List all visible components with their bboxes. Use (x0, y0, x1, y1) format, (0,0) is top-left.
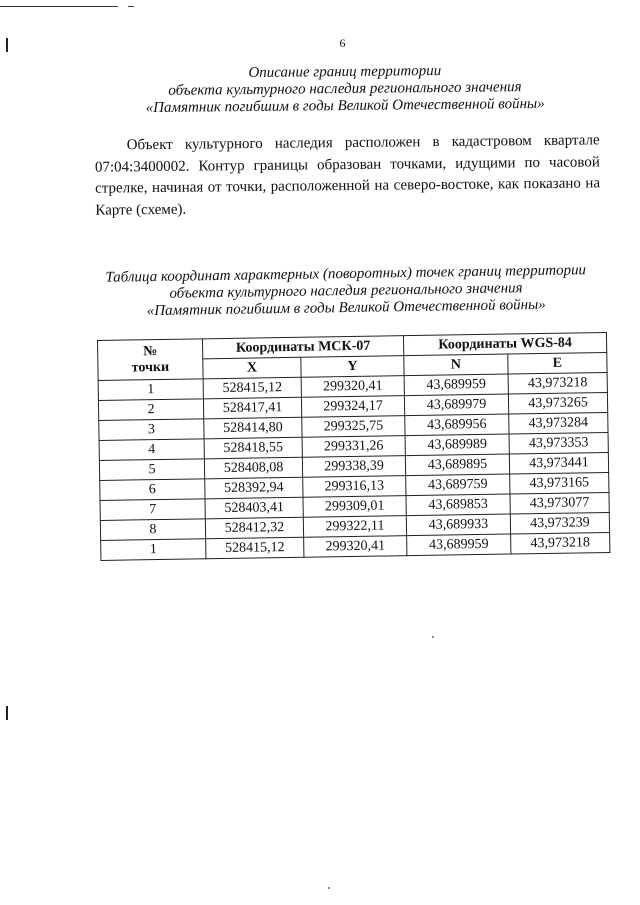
cell-point: 4 (99, 439, 204, 461)
cell-x: 528412,32 (205, 517, 303, 539)
cell-n: 43,689959 (404, 374, 508, 396)
cell-x: 528392,94 (205, 477, 303, 499)
header-x: X (203, 357, 301, 379)
cell-n: 43,689853 (406, 494, 510, 516)
cell-n: 43,689979 (404, 394, 508, 416)
document-title (95, 61, 596, 117)
cell-e: 43,973218 (511, 532, 610, 554)
cell-n: 43,689959 (407, 534, 511, 556)
cell-point: 7 (100, 499, 205, 521)
cell-point: 5 (99, 459, 204, 481)
table-caption-line-1: Таблица координат характерных (поворотных) точек границ территории (105, 262, 587, 286)
cell-y: 299322,11 (303, 516, 406, 538)
header-point-number: № точки (98, 339, 204, 381)
table-caption-line-2: объекта культурного наследия регионального значения (169, 280, 523, 302)
cell-y: 299320,41 (304, 536, 407, 558)
scan-edge-dash (128, 6, 134, 7)
title-line-2: объекта культурного наследия регионального значения (168, 79, 522, 99)
cell-x: 528403,41 (205, 497, 303, 519)
cell-e: 43,973077 (510, 492, 609, 514)
cell-x: 528414,80 (204, 417, 302, 439)
cell-point: 2 (98, 399, 203, 421)
cell-point: 3 (99, 419, 204, 441)
cell-e: 43,973165 (510, 472, 609, 494)
table-caption (96, 262, 597, 321)
cell-y: 299324,17 (301, 396, 404, 418)
header-e: E (508, 352, 607, 374)
cell-n: 43,689759 (406, 474, 510, 496)
cell-y: 299316,13 (303, 476, 406, 498)
scan-speck (432, 636, 434, 638)
cell-y: 299309,01 (303, 496, 406, 518)
title-line-3: «Памятник погибшим в годы Великой Отечественной войны» (145, 95, 545, 117)
cell-point: 6 (100, 479, 205, 501)
header-msk07: Координаты МСК-07 (202, 336, 403, 359)
coordinates-table (97, 332, 610, 561)
cell-e: 43,973218 (508, 372, 607, 394)
header-wgs84: Координаты WGS-84 (403, 332, 606, 355)
cell-x: 528415,12 (203, 377, 301, 399)
coordinates-table-wrapper (97, 332, 610, 561)
scan-speck (328, 887, 330, 889)
cell-x: 528418,55 (204, 437, 302, 459)
cell-x: 528408,08 (204, 457, 302, 479)
cell-n: 43,689933 (406, 514, 510, 536)
cell-n: 43,689895 (405, 454, 509, 476)
cell-e: 43,973284 (509, 412, 608, 434)
table-caption-line-3: «Памятник погибшим в годы Великой Отечественной войны» (146, 296, 546, 320)
cell-e: 43,973239 (510, 512, 609, 534)
description-paragraph: Объект культурного наследия расположен в кадастровом квартале 07:04:3400002. Контур границы образован точками, идущими по часовой стрелке, начиная от точки, расположенной на северо-востоке, как показано на Карте (схеме). (94, 132, 601, 219)
cell-point: 1 (98, 379, 203, 401)
page-number: 6 (339, 36, 346, 50)
cell-y: 299320,41 (301, 376, 404, 398)
coordinates-table-body (98, 372, 610, 560)
cell-n: 43,689989 (405, 434, 509, 456)
title-line-1: Описание границ территории (248, 62, 442, 82)
cell-e: 43,973441 (509, 452, 608, 474)
binding-mark-bottom (6, 706, 8, 720)
header-y: Y (301, 356, 404, 378)
header-n: N (404, 354, 508, 376)
cell-e: 43,973353 (509, 432, 608, 454)
cell-y: 299325,75 (302, 416, 405, 438)
cell-y: 299338,39 (302, 456, 405, 478)
cell-n: 43,689956 (405, 414, 509, 436)
cell-point: 8 (100, 519, 205, 541)
cell-e: 43,973265 (508, 392, 607, 414)
scan-edge-line (0, 6, 118, 7)
cell-point: 1 (101, 539, 206, 561)
cell-x: 528415,12 (206, 537, 304, 559)
cell-x: 528417,41 (203, 397, 301, 419)
cell-y: 299331,26 (302, 436, 405, 458)
